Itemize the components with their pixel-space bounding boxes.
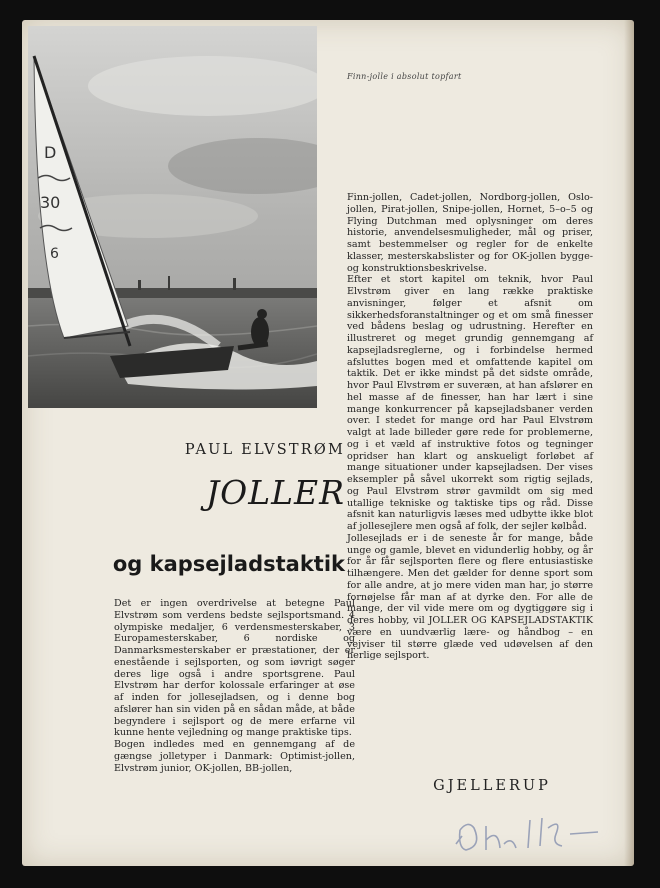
blurb-left-column (114, 598, 355, 774)
sail-letter: D (44, 143, 57, 162)
book-subtitle: og kapsejladstaktik (112, 552, 345, 576)
sail-number: 30 (40, 193, 61, 212)
blurb-paragraph: Bogen indledes med en gennemgang af de gængse jolletyper i Danmark: Optimist-jollen, Elvstrøm junior, OK-jollen, BB-jollen, (114, 739, 355, 774)
book-cover (22, 20, 634, 866)
blurb-paragraph: Efter et stort kapitel om teknik, hvor Paul Elvstrøm giver en lang række praktiske anvisninger, følger et afsnit om sikkerhedsforanstaltninger og et om små finesser ved bådens beslag og udrustning. Herefter en illustreret og meget grundig gennemgang af kapsejladsreglerne, og i forbindelse hermed afsluttes bogen med et omfattende kapitel om taktik. Det er ikke mindst på det sidste område, hvor Paul Elvstrøm er suveræn, at han afslører en hel masse af de finesser, han har lært i sine mange konkurrencer på kapsejladsbaner verden over. I stedet for mange ord har Paul Elvstrøm valgt at lade billeder gøre rede for problemerne, og i et væld af instruktive fotos og tegninger opridser han klart og anskueligt forløbet af mange situationer under kapsejladsen. Der vises eksempler på såvel ukorrekt som rigtig sejlads, og Paul Elvstrøm strør gavmildt om sig med utallige tekniske og taktiske tips og råd. Disse afsnit kan naturligvis læses med udbytte ikke blot af jollesejlere men også af folk, der sejler kølbåd. (347, 274, 593, 532)
sailing-photo (28, 26, 317, 408)
blurb-paragraph: Finn-jollen, Cadet-jollen, Nordborg-jollen, Oslo-jollen, Pirat-jollen, Snipe-jollen, Hornet, 5–o–5 og Flying Dutchman med oplysninger om deres historie, anvendelsesmuligheder, mål og priser, samt bestemmelser og regler for de enkelte klasser, mesterskabslister og for OK-jollen bygge- og konstruktionsbeskrivelse. (347, 192, 593, 274)
publisher-name: GJELLERUP (433, 778, 551, 794)
finn-dinghy-illustration (28, 26, 317, 408)
photo-caption: Finn-jolle i absolut topfart (347, 72, 462, 81)
book-title: JOLLER (205, 473, 345, 512)
sail-digit: 6 (50, 246, 59, 262)
author-name: PAUL ELVSTRØM (184, 442, 345, 458)
handwritten-price (452, 800, 602, 860)
blurb-right-column (347, 192, 593, 662)
blurb-paragraph: Jollesejlads er i de seneste år for mange, både unge og gamle, blevet en vidunderlig hobby, og år for år får sejlsporten flere og flere entusiastiske tilhængere. Men det gælder for denne sport som for alle andre, at jo mere viden man har, jo større fornøjelse får man af at dyrke den. For alle de mange, der vil vide mere om og dygtiggøre sig i deres hobby, vil JOLLER OG KAPSEJLADSTAKTIK være en uundværlig lære- og håndbog – en vejviser til større glæde ved udøvelsen af den herlige sejlsport. (347, 532, 593, 662)
blurb-paragraph: Det er ingen overdrivelse at betegne Paul Elvstrøm som verdens bedste sejlsportsmand. 4 olympiske medaljer, 6 verdensmesterskaber, 3 Europamesterskaber, 6 nordiske og Danmarksmesterskaber er præstationer, der er enestående i sejlsporten, og som iøvrigt søger deres lige også i andre sportsgrene. Paul Elvstrøm har derfor kolossale erfaringer at øse af inden for jollesejladsen, og i denne bog afslører han sin viden på en sådan måde, at både begyndere i sejlsport og de mere erfarne vil kunne hente vejledning og mange praktiske tips. (114, 598, 355, 739)
